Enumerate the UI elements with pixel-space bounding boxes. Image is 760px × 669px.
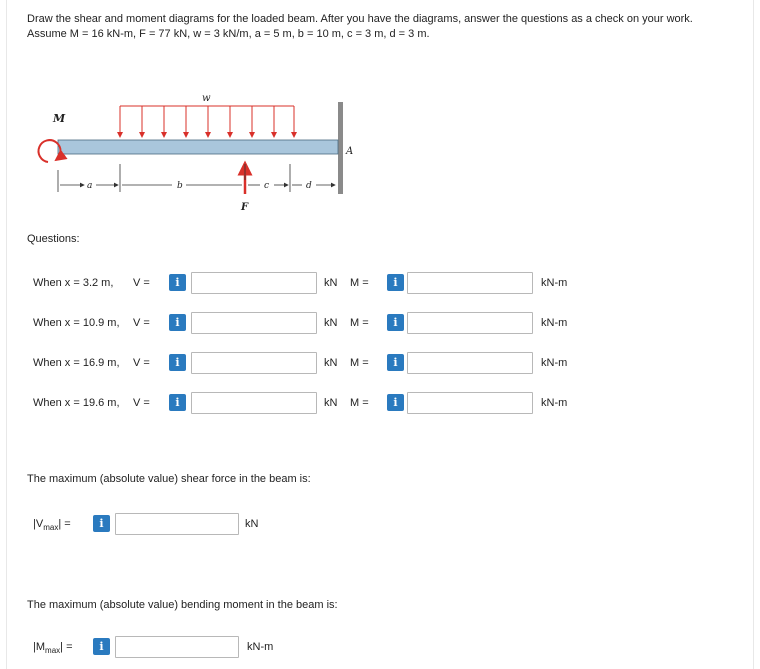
moment-input[interactable] (407, 352, 533, 374)
label-a: a (87, 181, 93, 191)
question-row (0, 272, 760, 296)
problem-statement (27, 12, 717, 42)
shear-unit: kN (324, 317, 338, 329)
vmax-label-prefix: |V (33, 518, 44, 530)
mmax-unit: kN-m (247, 641, 274, 653)
shear-input[interactable] (191, 392, 317, 414)
vmax-input[interactable] (115, 513, 239, 535)
shear-label: V = (133, 357, 150, 369)
info-icon[interactable]: i (387, 314, 404, 331)
shear-unit: kN (324, 397, 338, 409)
moment-input[interactable] (407, 272, 533, 294)
moment-input[interactable] (407, 312, 533, 334)
vmax-label (33, 518, 71, 532)
mmax-statement: The maximum (absolute value) bending moment in the beam is: (27, 599, 338, 611)
beam (58, 140, 338, 154)
moment-input[interactable] (407, 392, 533, 414)
vmax-unit: kN (245, 518, 259, 530)
label-b: b (177, 181, 183, 191)
vmax-statement: The maximum (absolute value) shear force in the beam is: (27, 473, 311, 485)
shear-input[interactable] (191, 352, 317, 374)
label-w: w (202, 93, 211, 104)
info-icon[interactable]: i (93, 638, 110, 655)
moment-unit: kN-m (541, 277, 568, 289)
label-A: A (346, 146, 354, 157)
x-position-label: When x = 16.9 m, (33, 357, 120, 369)
question-row (0, 352, 760, 376)
moment-label: M = (350, 277, 369, 289)
fixed-support-wall (338, 102, 343, 194)
label-M: M (53, 112, 66, 125)
questions-heading: Questions: (27, 233, 80, 245)
question-row (0, 312, 760, 336)
mmax-row (0, 636, 760, 660)
info-icon[interactable]: i (387, 354, 404, 371)
mmax-label-sub: max (45, 646, 61, 656)
problem-assumptions: Assume M = 16 kN-m, F = 77 kN, w = 3 kN/m, a = 5 m, b = 10 m, c = 3 m, d = 3 m. (27, 28, 430, 40)
x-position-label: When x = 10.9 m, (33, 317, 120, 329)
mmax-label (33, 641, 73, 655)
mmax-input[interactable] (115, 636, 239, 658)
beam-diagram (22, 88, 362, 228)
info-icon[interactable]: i (169, 314, 186, 331)
mmax-label-prefix: |M (33, 641, 46, 653)
vmax-row (0, 513, 760, 537)
dimension-lines (58, 164, 335, 192)
shear-input[interactable] (191, 312, 317, 334)
label-d: d (306, 181, 312, 191)
info-icon[interactable]: i (169, 354, 186, 371)
shear-label: V = (133, 317, 150, 329)
moment-label: M = (350, 317, 369, 329)
moment-label: M = (350, 357, 369, 369)
label-F: F (241, 202, 249, 213)
shear-unit: kN (324, 357, 338, 369)
shear-input[interactable] (191, 272, 317, 294)
shear-label: V = (133, 397, 150, 409)
shear-label: V = (133, 277, 150, 289)
shear-unit: kN (324, 277, 338, 289)
question-row (0, 392, 760, 416)
vmax-label-sub: max (43, 523, 59, 533)
problem-text: Draw the shear and moment diagrams for the loaded beam. After you have the diagrams, answer the questions as a check on your work. (27, 13, 693, 25)
moment-unit: kN-m (541, 397, 568, 409)
info-icon[interactable]: i (169, 274, 186, 291)
info-icon[interactable]: i (169, 394, 186, 411)
info-icon[interactable]: i (387, 274, 404, 291)
label-c: c (264, 181, 270, 191)
mmax-label-suffix: | = (60, 641, 73, 653)
vmax-label-suffix: | = (58, 518, 71, 530)
moment-label: M = (350, 397, 369, 409)
moment-unit: kN-m (541, 317, 568, 329)
moment-unit: kN-m (541, 357, 568, 369)
info-icon[interactable]: i (93, 515, 110, 532)
moment-arrow (39, 140, 61, 162)
x-position-label: When x = 19.6 m, (33, 397, 120, 409)
distributed-load (120, 106, 294, 137)
info-icon[interactable]: i (387, 394, 404, 411)
x-position-label: When x = 3.2 m, (33, 277, 114, 289)
